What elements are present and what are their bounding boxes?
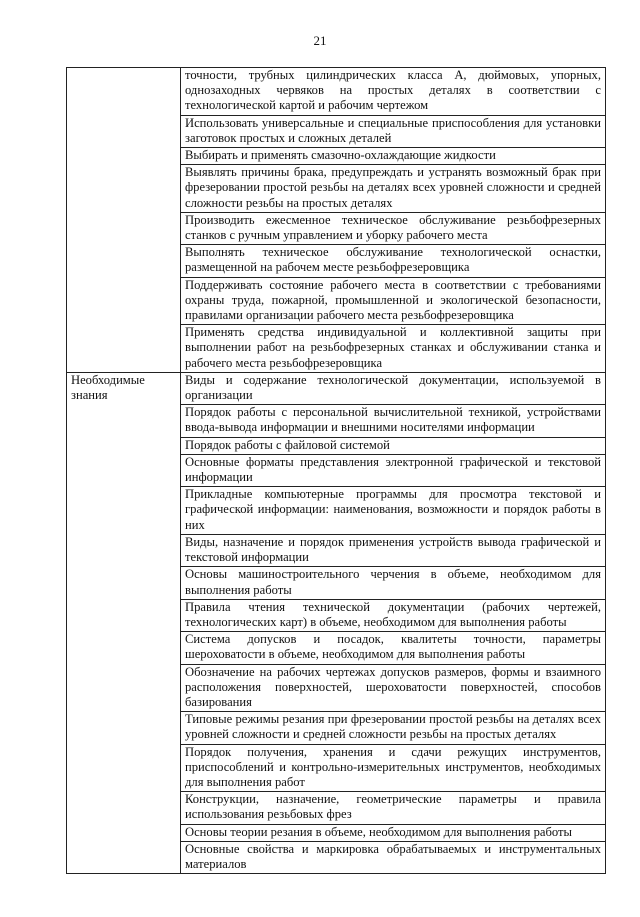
table-cell: Основы машиностроительного черчения в объеме, необходимом для выполнения работы [181, 567, 606, 599]
table-cell: Порядок работы с персональной вычислительной техникой, устройствами ввода-вывода информации и внешними носителями информации [181, 405, 606, 437]
table-cell: точности, трубных цилиндрических класса А, дюймовых, упорных, однозаходных червяков на простых деталях в соответствии с технологической картой и рабочим чертежом [181, 68, 606, 116]
table-cell: Конструкции, назначение, геометрические параметры и правила использования резьбовых фрез [181, 792, 606, 824]
table-cell: Типовые режимы резания при фрезеровании простой резьбы на деталях всех уровней сложности и средней сложности резьбы на простых деталях [181, 712, 606, 744]
table-cell: Обозначение на рабочих чертежах допусков размеров, формы и взаимного расположения поверхностей, шероховатости поверхностей, способов базирования [181, 664, 606, 712]
table-cell: Основные форматы представления электронной графической и текстовой информации [181, 454, 606, 486]
table-cell: Прикладные компьютерные программы для просмотра текстовой и графической информации: наименования, возможности и порядок работы в них [181, 487, 606, 535]
table-row [67, 68, 606, 116]
table-cell: Порядок работы с файловой системой [181, 437, 606, 454]
table-cell: Виды, назначение и порядок применения устройств вывода графической и текстовой информации [181, 534, 606, 566]
table-cell: Система допусков и посадок, квалитеты точности, параметры шероховатости в объеме, необходимом для выполнения работы [181, 632, 606, 664]
table-cell: Поддерживать состояние рабочего места в соответствии с требованиями охраны труда, пожарной, промышленной и экологической безопасности, правилами организации рабочего места резьбофрезеровщика [181, 277, 606, 325]
table-cell: Основные свойства и маркировка обрабатываемых и инструментальных материалов [181, 841, 606, 873]
table-cell: Производить ежесменное техническое обслуживание резьбофрезерных станков с ручным управлением и уборку рабочего места [181, 212, 606, 244]
table-cell: Виды и содержание технологической документации, используемой в организации [181, 372, 606, 404]
skills-label-cell [67, 68, 181, 373]
table-cell: Выявлять причины брака, предупреждать и устранять возможный брак при фрезеровании простой резьбы на деталях всех уровней сложности и средней сложности резьбы на простых деталях [181, 165, 606, 213]
page-number: 21 [313, 33, 327, 48]
table-cell: Порядок получения, хранения и сдачи режущих инструментов, приспособлений и контрольно-измерительных инструментов, необходимых для выполнения работ [181, 744, 606, 792]
table-cell: Выполнять техническое обслуживание технологической оснастки, размещенной на рабочем месте резьбофрезеровщика [181, 245, 606, 277]
table-cell: Использовать универсальные и специальные приспособления для установки заготовок простых и сложных деталей [181, 115, 606, 147]
table-cell: Применять средства индивидуальной и коллективной защиты при выполнении работ на резьбофрезерных станках и обслуживании станка и рабочего места резьбофрезеровщика [181, 325, 606, 373]
table-cell: Выбирать и применять смазочно-охлаждающие жидкости [181, 148, 606, 165]
table-row [67, 372, 606, 404]
requirements-table [66, 67, 606, 874]
table-cell: Правила чтения технической документации (рабочих чертежей, технологических карт) в объеме, необходимом для выполнения работы [181, 599, 606, 631]
table-cell: Основы теории резания в объеме, необходимом для выполнения работы [181, 824, 606, 841]
section-label: Необходимые знания [67, 372, 181, 873]
